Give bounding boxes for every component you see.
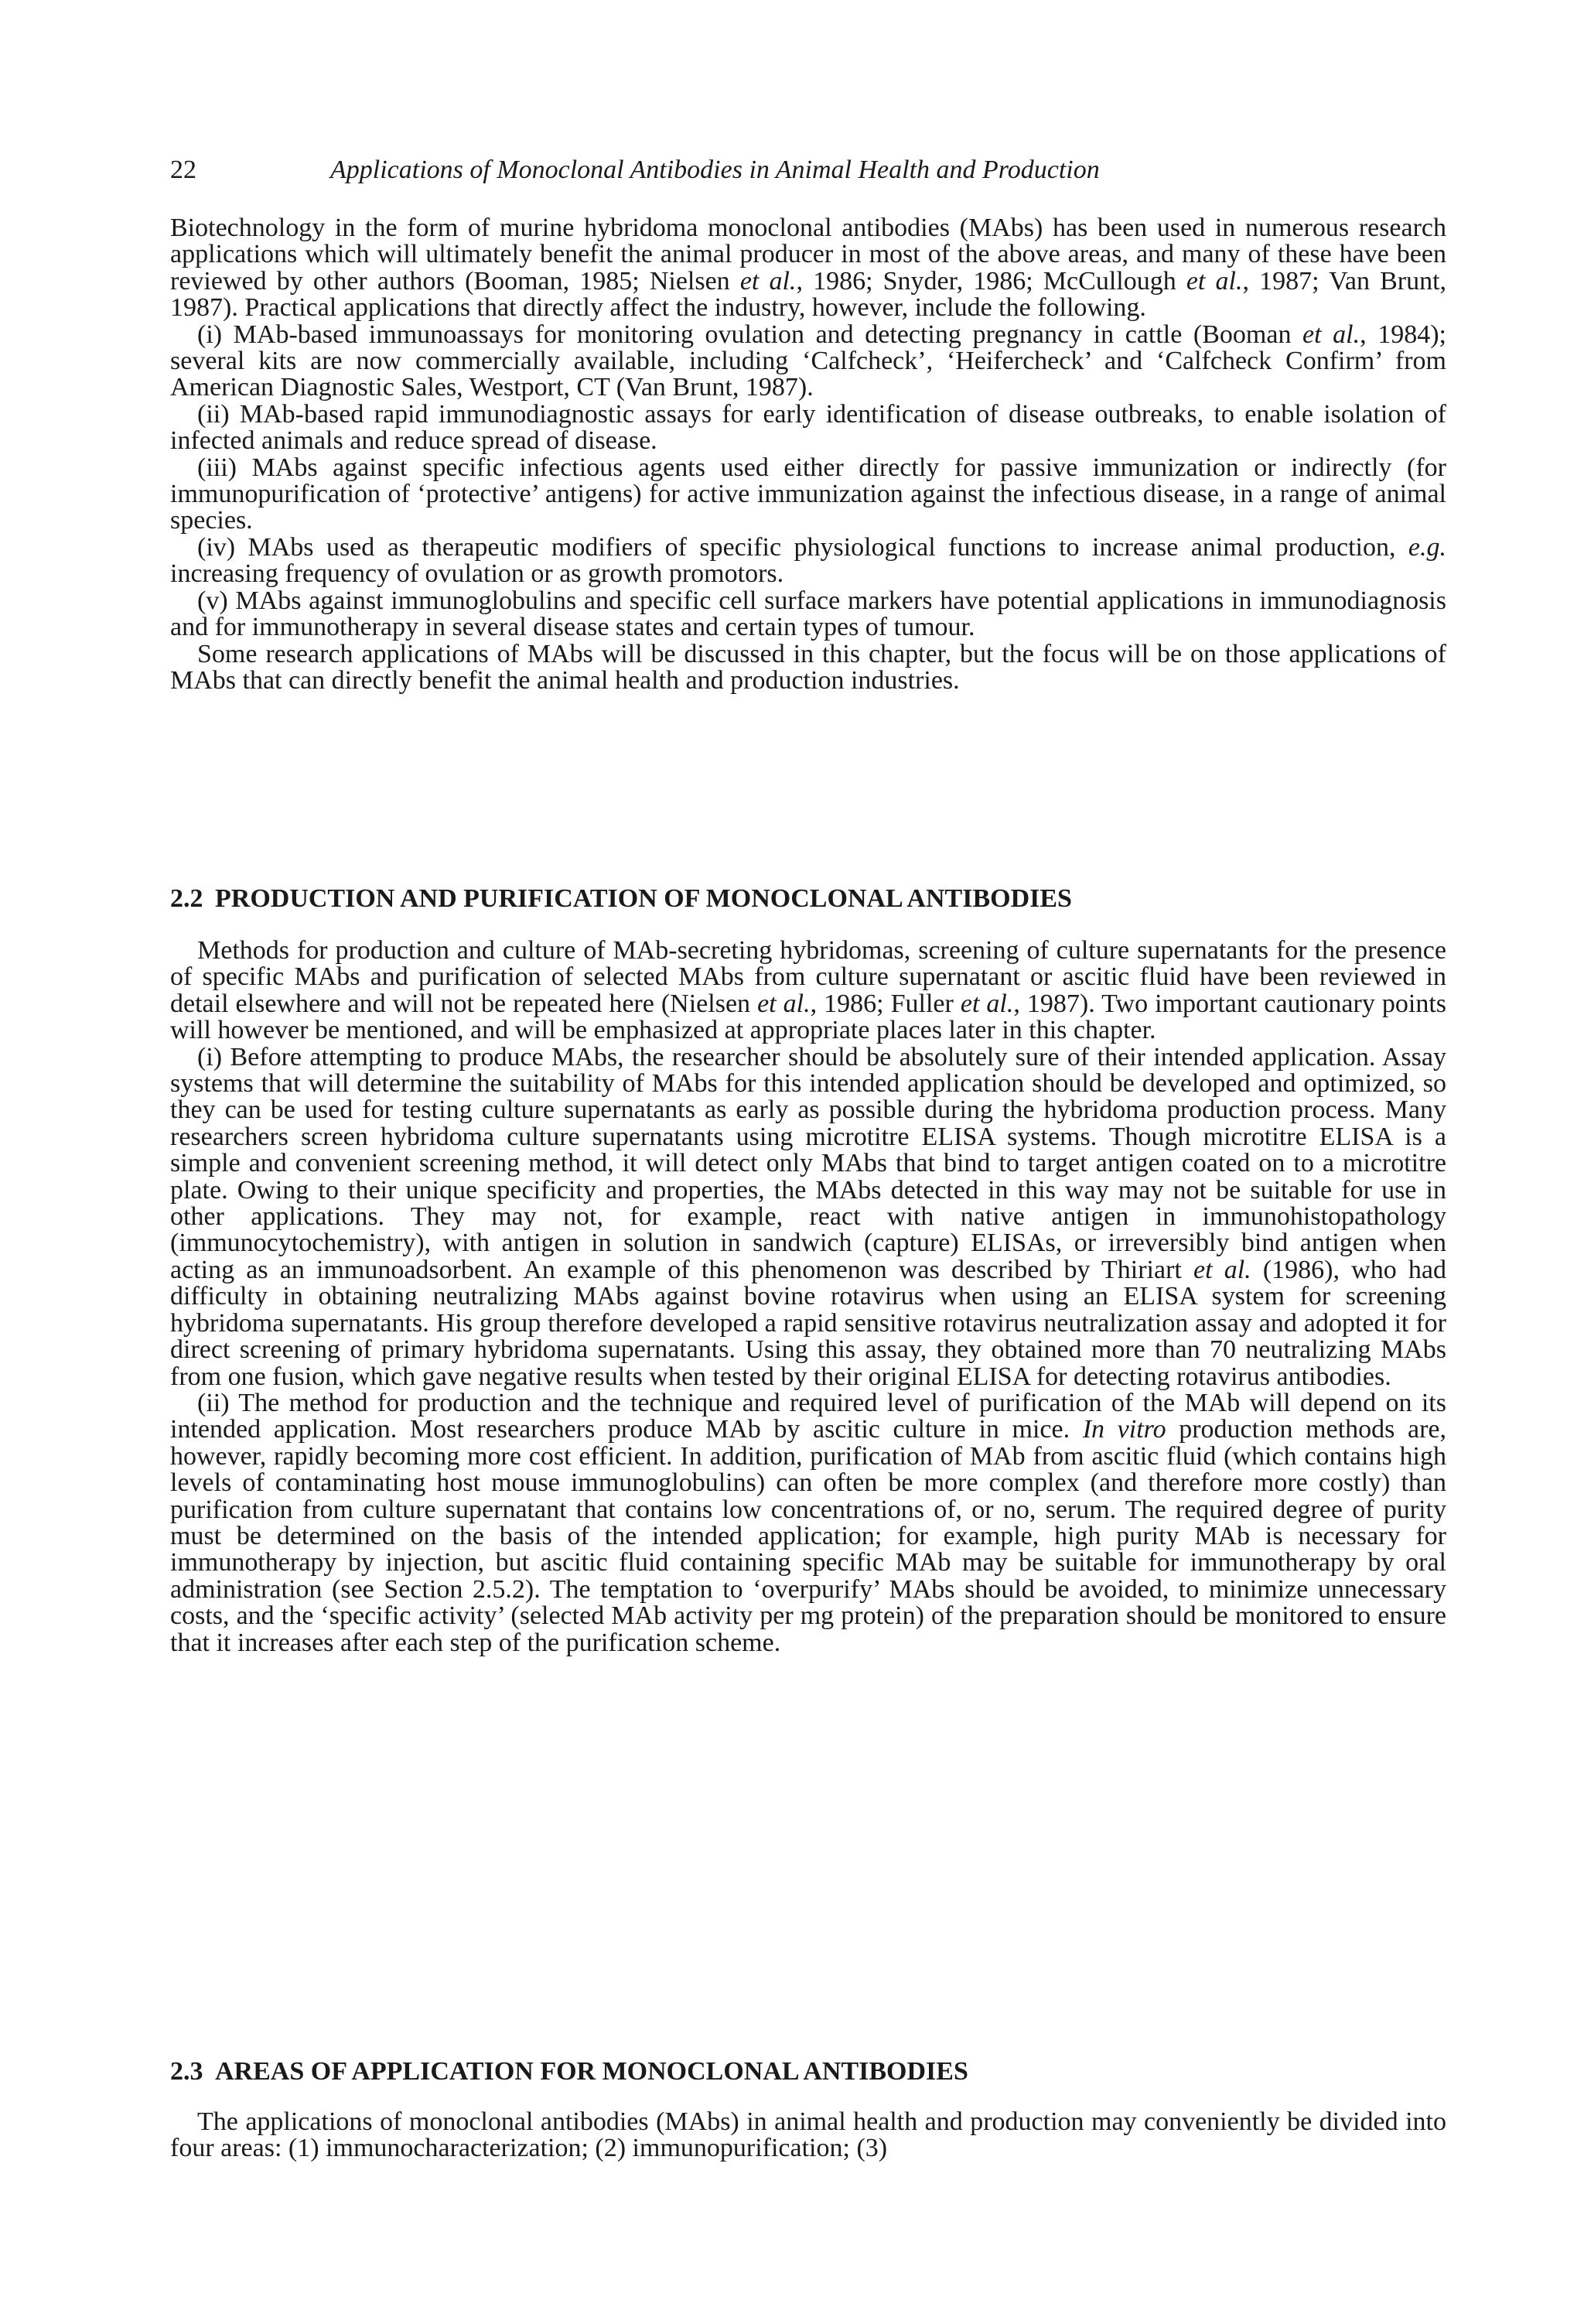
section-title: AREAS OF APPLICATION FOR MONOCLONAL ANTIBODIES (215, 2057, 968, 2086)
paragraph: (i) Before attempting to produce MAbs, the researcher should be absolutely sure of their intended application. Assay systems that will determine the suitability of MAbs for this intended application should be developed and optimized, so they can be used for testing culture supernatants as early as possible during the hybridoma production process. Many researchers screen hybridoma culture supernatants using microtitre ELISA systems. Though microtitre ELISA is a simple and convenient screening method, it will detect only MAbs that bind to target antigen coated on to a microtitre plate. Owing to their unique specificity and properties, the MAbs detected in this way may not be suitable for use in other applications. They may not, for example, react with native antigen in immunohistopathology (immunocytochemistry), with antigen in solution in sandwich (capture) ELISAs, or irreversibly bind antigen when acting as an immunoadsorbent. An example of this phenomenon was described by Thiriart et al. (1986), who had difficulty in obtaining neutralizing MAbs against bovine rotavirus when using an ELISA system for screening hybridoma supernatants. His group therefore developed a rapid sensitive rotavirus neutralization assay and adopted it for direct screening of primary hybridoma supernatants. Using this assay, they obtained more than 70 neutralizing MAbs from one fusion, which gave negative results when tested by their original ELISA for detecting rotavirus antibodies. (170, 1042, 1446, 1391)
paragraph: Methods for production and culture of MAb-secreting hybridomas, screening of culture supernatants for the presence of specific MAbs and purification of selected MAbs from culture supernatant or ascitic fluid have been reviewed in detail elsewhere and will not be repeated here (Nielsen et al., 1986; Fuller et al., 1987). Two important cautionary points will however be mentioned, and will be emphasized at appropriate places later in this chapter. (170, 936, 1447, 1045)
paragraph: The applications of monoclonal antibodies (MAbs) in animal health and production may conveniently be divided into four areas: (1) immunocharacterization; (2) immunopurification; (3) (170, 2107, 1446, 2163)
page-header (170, 147, 1446, 193)
paragraph: (iv) MAbs used as therapeutic modifiers of specific physiological functions to increase animal production, e.g. increasing frequency of ovulation or as growth promotors. (170, 532, 1446, 589)
paragraph: (iii) MAbs against specific infectious agents used either directly for passive immunization or indirectly (for immunopurification of ‘protective’ antigens) for active immunization against the infectious disease, in a range of animal species. (170, 453, 1446, 535)
paragraph: (i) MAb-based immunoassays for monitoring ovulation and detecting pregnancy in cattle (Booman et al., 1984); several kits are now commercially available, including ‘Calfcheck’, ‘Heifercheck’ and ‘Calfcheck Confirm’ from American Diagnostic Sales, Westport, CT (Van Brunt, 1987). (170, 320, 1447, 402)
section-2-2-text (170, 938, 1446, 1656)
section-heading-2-3 (170, 2056, 1446, 2087)
paragraph: (v) MAbs against immunoglobulins and specific cell surface markers have potential applications in immunodiagnosis and for immunotherapy in several disease states and certain types of tumour. (170, 586, 1446, 642)
section-number: 2.2 (170, 884, 203, 913)
intro-text (170, 215, 1446, 694)
section-number: 2.3 (170, 2057, 203, 2086)
paragraph: Biotechnology in the form of murine hybridoma monoclonal antibodies (MAbs) has been used in numerous research applications which will ultimately benefit the animal producer in most of the above areas, and many of these have been reviewed by other authors (Booman, 1985; Nielsen et al., 1986; Snyder, 1986; McCullough et al., 1987; Van Brunt, 1987). Practical applications that directly affect the industry, however, include the following. (170, 214, 1447, 323)
paragraph: Some research applications of MAbs will be discussed in this chapter, but the focus will be on those applications of MAbs that can directly benefit the animal health and production industries. (170, 639, 1446, 695)
paragraph: (ii) The method for production and the technique and required level of purification of the MAb will depend on its intended application. Most researchers produce MAb by ascitic culture in mice. In vitro production methods are, however, rapidly becoming more cost efficient. In addition, purification of MAb from ascitic fluid (which contains high levels of contaminating host mouse immunoglobulins) can often be more complex (and therefore more costly) than purification from culture supernatant that contains low concentrations of, or no, serum. The required degree of purity must be determined on the basis of the intended application; for example, high purity MAb is necessary for immunotherapy by injection, but ascitic fluid containing specific MAb may be suitable for immunotherapy by oral administration (see Section 2.5.2). The temptation to ‘overpurify’ MAbs should be avoided, to minimize unnecessary costs, and the ‘specific activity’ (selected MAb activity per mg protein) of the preparation should be monitored to ensure that it increases after each step of the purification scheme. (170, 1388, 1446, 1657)
running-title: Applications of Monoclonal Antibodies in Animal Health and Production (330, 156, 1100, 184)
paragraph: (ii) MAb-based rapid immunodiagnostic assays for early identification of disease outbreaks, to enable isolation of infected animals and reduce spread of disease. (170, 399, 1446, 456)
section-title: PRODUCTION AND PURIFICATION OF MONOCLONAL ANTIBODIES (215, 884, 1072, 913)
section-2-3-text (170, 2109, 1446, 2162)
page-number: 22 (170, 156, 196, 184)
section-heading-2-2 (170, 883, 1446, 914)
